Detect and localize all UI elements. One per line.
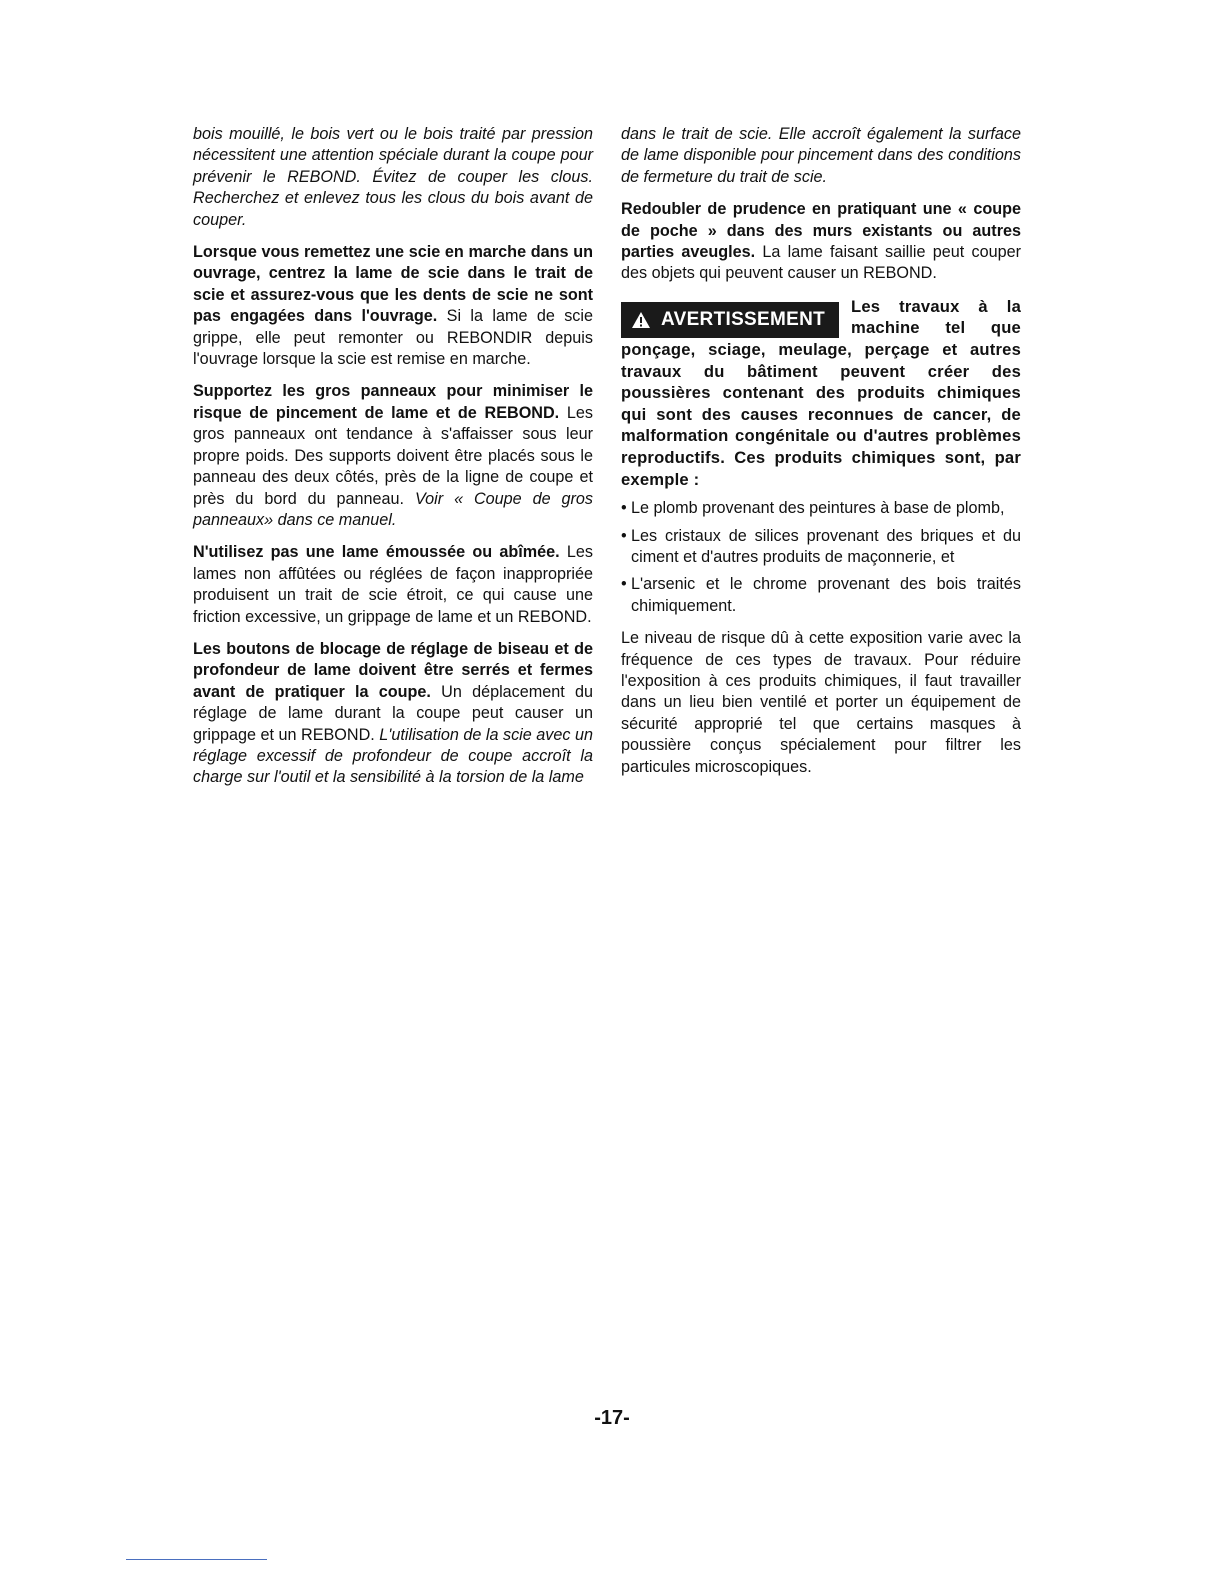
paragraph-wet-wood: bois mouillé, le bois vert ou le bois traité par pression nécessitent une attention spéciale durant la coupe pour prévenir le REBOND. Évitez de couper les clous. Recherchez et enlevez tous les clous du bois avant de couper. [193, 125, 593, 229]
paragraph-locking-knobs [193, 639, 593, 789]
right-column [621, 124, 1021, 789]
list-item: • Le plomb provenant des peintures à base de plomb, [621, 498, 1021, 519]
left-column [193, 124, 593, 800]
warning-block [621, 296, 1021, 490]
paragraph-large-panels-reference: Voir « Coupe de gros panneaux» dans ce manuel. [193, 489, 593, 529]
paragraph-restart-saw-heading: Lorsque vous remettez une scie en marche dans un ouvrage, centrez la lame de scie dans le trait de scie et assurez-vous que les dents de scie ne sont pas engagées dans l'ouvrage. [193, 243, 593, 326]
warning-label: AVERTISSEMENT [661, 308, 826, 330]
paragraph-dull-blade-body: Les lames non affûtées ou réglées de façon inappropriée produisent un trait de scie étroit, ce qui cause une friction excessive, un grippage de lame et un REBOND. [193, 543, 593, 626]
paragraph-restart-saw-body: Si la lame de scie grippe, elle peut remonter ou REBONDIR depuis l'ouvrage lorsque la scie est remise en marche. [193, 307, 593, 369]
paragraph-large-panels-heading: Supportez les gros panneaux pour minimiser le risque de pincement de lame et de REBOND. [193, 382, 593, 422]
footer-rule [126, 1559, 267, 1560]
paragraph-locking-knobs-heading: Les boutons de blocage de réglage de biseau et de profondeur de lame doivent être serrés et fermes avant de pratiquer la coupe. [193, 639, 593, 701]
paragraph-exposure-risk: Le niveau de risque dû à cette exposition varie avec la fréquence de ces types de travaux. Pour réduire l'exposition à ces produits chimiques, il faut travailler dans un lieu bien ventilé et porter un équipement de sécurité approprié tel que certains masques à poussière conçus spécialement pour filtrer les particules microscopiques. [621, 629, 1021, 776]
page-number: -17- [594, 1407, 630, 1429]
paragraph-dull-blade [193, 542, 593, 628]
list-item: • Les cristaux de silices provenant des briques et du ciment et d'autres produits de maçonnerie, et [621, 526, 1021, 569]
list-item: • L'arsenic et le chrome provenant des bois traités chimiquement. [621, 574, 1021, 617]
paragraph-locking-knobs-body: Un déplacement du réglage de lame durant la coupe peut causer un grippage et un REBOND. [193, 682, 593, 744]
paragraph-pocket-cut [621, 199, 1021, 285]
paragraph-kerf-continuation: dans le trait de scie. Elle accroît également la surface de lame disponible pour pincement dans des conditions de fermeture du trait de scie. [621, 125, 1021, 186]
warning-triangle-icon [631, 311, 651, 329]
paragraph-large-panels [193, 381, 593, 531]
paragraph-restart-saw [193, 242, 593, 370]
paragraph-locking-knobs-note: L'utilisation de la scie avec un réglage excessif de profondeur de coupe accroît la charge sur l'outil et la sensibilité à la torsion de la lame [193, 725, 593, 787]
paragraph-large-panels-body: Les gros panneaux ont tendance à s'affaisser sous leur propre poids. Des supports doivent être placés sous le panneau des deux côtés, près de la ligne de coupe et près du bord du panneau. [193, 403, 593, 508]
warning-badge [621, 302, 839, 338]
paragraph-dull-blade-heading: N'utilisez pas une lame émoussée ou abîmée. [193, 543, 560, 562]
paragraph-pocket-cut-heading: Redoubler de prudence en pratiquant une « coupe de poche » dans des murs existants ou autres parties aveugles. [621, 200, 1021, 262]
paragraph-pocket-cut-body: La lame faisant saillie peut couper des objets qui peuvent causer un REBOND. [621, 243, 1021, 283]
warning-text: Les travaux à la machine tel que ponçage, sciage, meulage, perçage et autres travaux du bâtiment peuvent créer des poussières contenant des produits chimiques qui sont des causes reconnues de cancer, de malformation congénitale ou d'autres problèmes reproductifs. Ces produits chimiques sont, par exemple : [621, 296, 1021, 489]
chemicals-list [621, 498, 1021, 617]
